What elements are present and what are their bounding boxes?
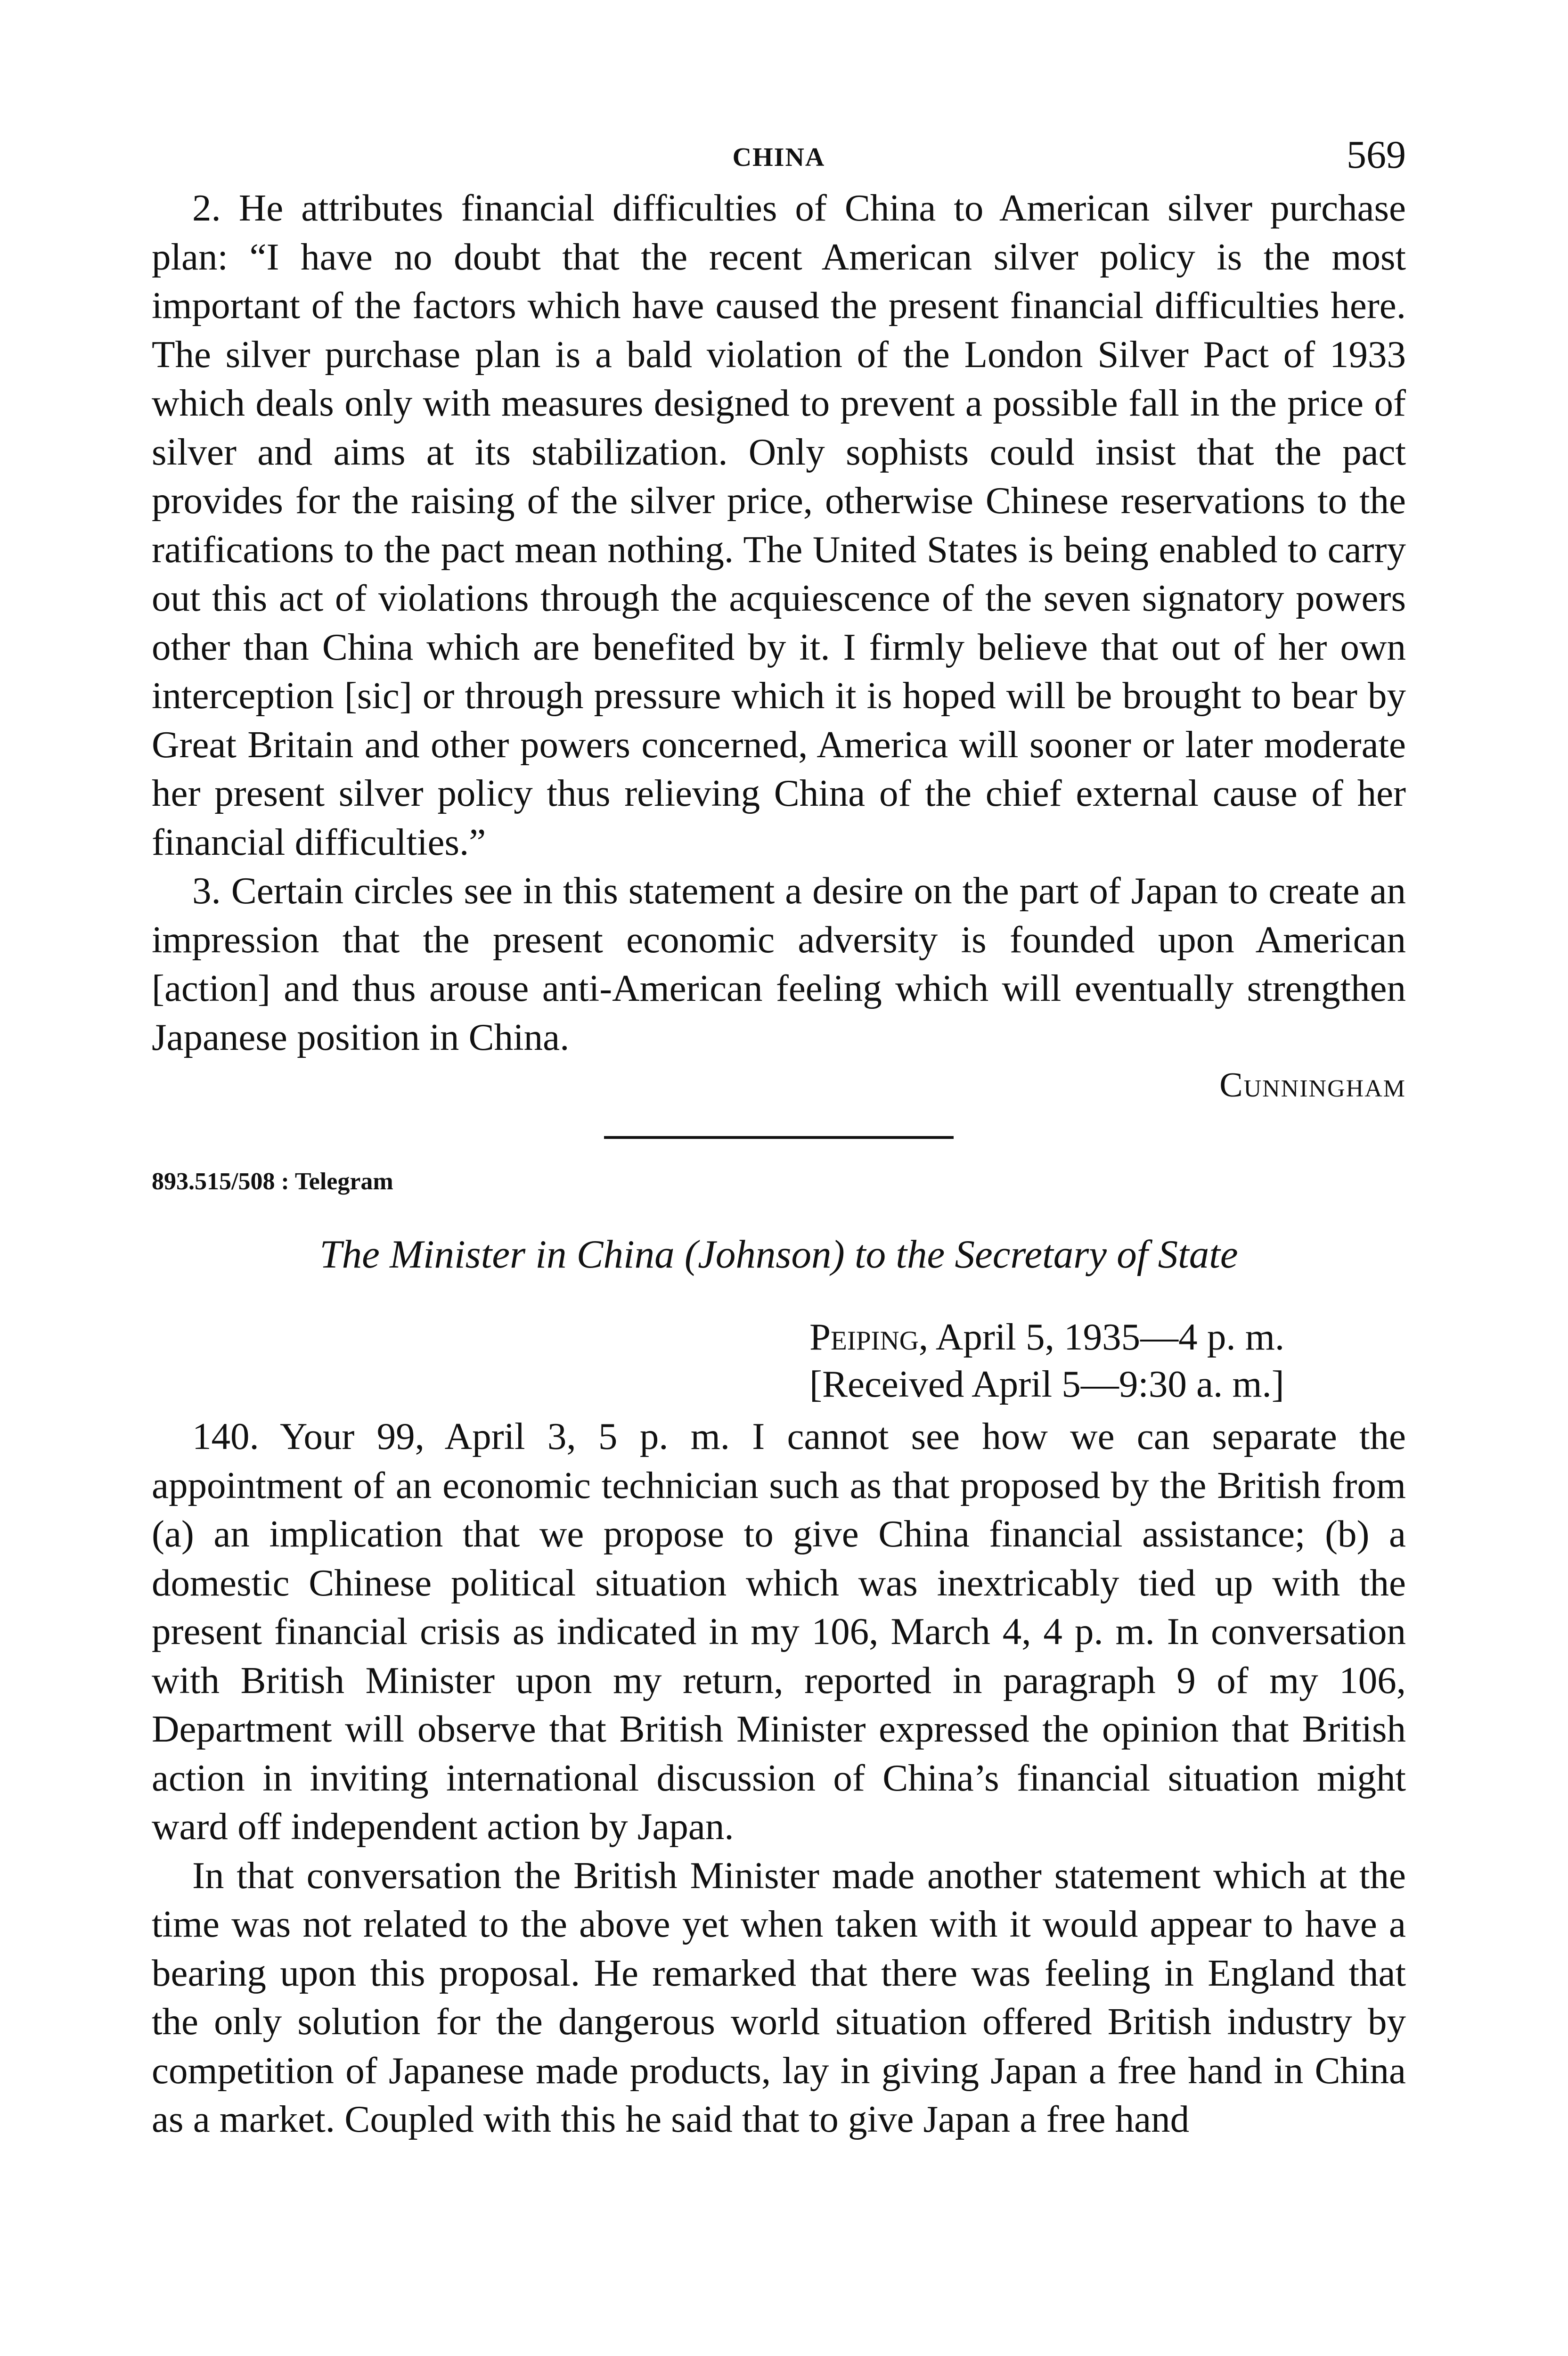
document-title: The Minister in China (Johnson) to the Secretary of State (319, 1232, 1238, 1276)
received-line: [Received April 5—9:30 a. m.] (809, 1363, 1284, 1405)
file-reference: 893.515/508 : Telegram (152, 1168, 393, 1195)
dateline-date: April 5, 1935—4 p. m. (935, 1316, 1285, 1358)
paragraph-3: 3. Certain circles see in this statement a desire on the part of Japan to create an impression that the present economic adversity is founded upon American [action] and thus arouse anti-American feeling which will eventually strengthen Japanese position in China. (152, 869, 1406, 1058)
section-divider (604, 1136, 954, 1139)
dateline-place: Peiping, (809, 1316, 929, 1358)
running-title: CHINA (732, 143, 825, 172)
paragraph-140: 140. Your 99, April 3, 5 p. m. I cannot see how we can separate the appointment of an economic technician such as that proposed by the British from (a) an implication that we propose to give China financial assistance; (b) a domestic Chinese political situation which was inextricably tied up with the present financial crisis as indicated in my 106, March 4, 4 p. m. In conversation with British Minister upon my return, reported in paragraph 9 of my 106, Department will observe that British Minister expressed the opinion that British action in inviting international discussion of China’s financial situation might ward off independent action by Japan. (152, 1415, 1406, 1848)
paragraph-2: 2. He attributes financial difficulties of China to American silver purchase plan: “I have no doubt that the recent American silver policy is the most important of the factors which have caused the present financial difficulties here. The silver purchase plan is a bald violation of the London Silver Pact of 1933 which deals only with measures designed to prevent a possible fall in the price of silver and aims at its stabilization. Only sophists could insist that the pact provides for the raising of the silver price, otherwise Chinese reservations to the ratifications to the pact mean nothing. The United States is being enabled to carry out this act of violations through the acquiescence of the seven signatory powers other than China which are benefited by it. I firmly believe that out of her own interception [sic] or through pressure which it is hoped will be brought to bear by Great Britain and other powers concerned, America will sooner or later moderate her present silver policy thus relieving China of the chief external cause of her financial difficulties.” (152, 187, 1406, 863)
page-number: 569 (1347, 133, 1406, 177)
signature-cunningham: Cunningham (1219, 1066, 1406, 1104)
paragraph-continuation: In that conversation the British Minister made another statement which at the time was not related to the above yet when taken with it would appear to have a bearing upon this proposal. He remarked that there was feeling in England that the only solution for the dangerous world situation offered British industry by competition of Japanese made products, lay in giving Japan a free hand in China as a market. Coupled with this he said that to give Japan a free hand (152, 1854, 1406, 2140)
document-page (152, 132, 1406, 2144)
dateline (809, 1313, 1406, 1360)
running-head (152, 132, 1406, 184)
